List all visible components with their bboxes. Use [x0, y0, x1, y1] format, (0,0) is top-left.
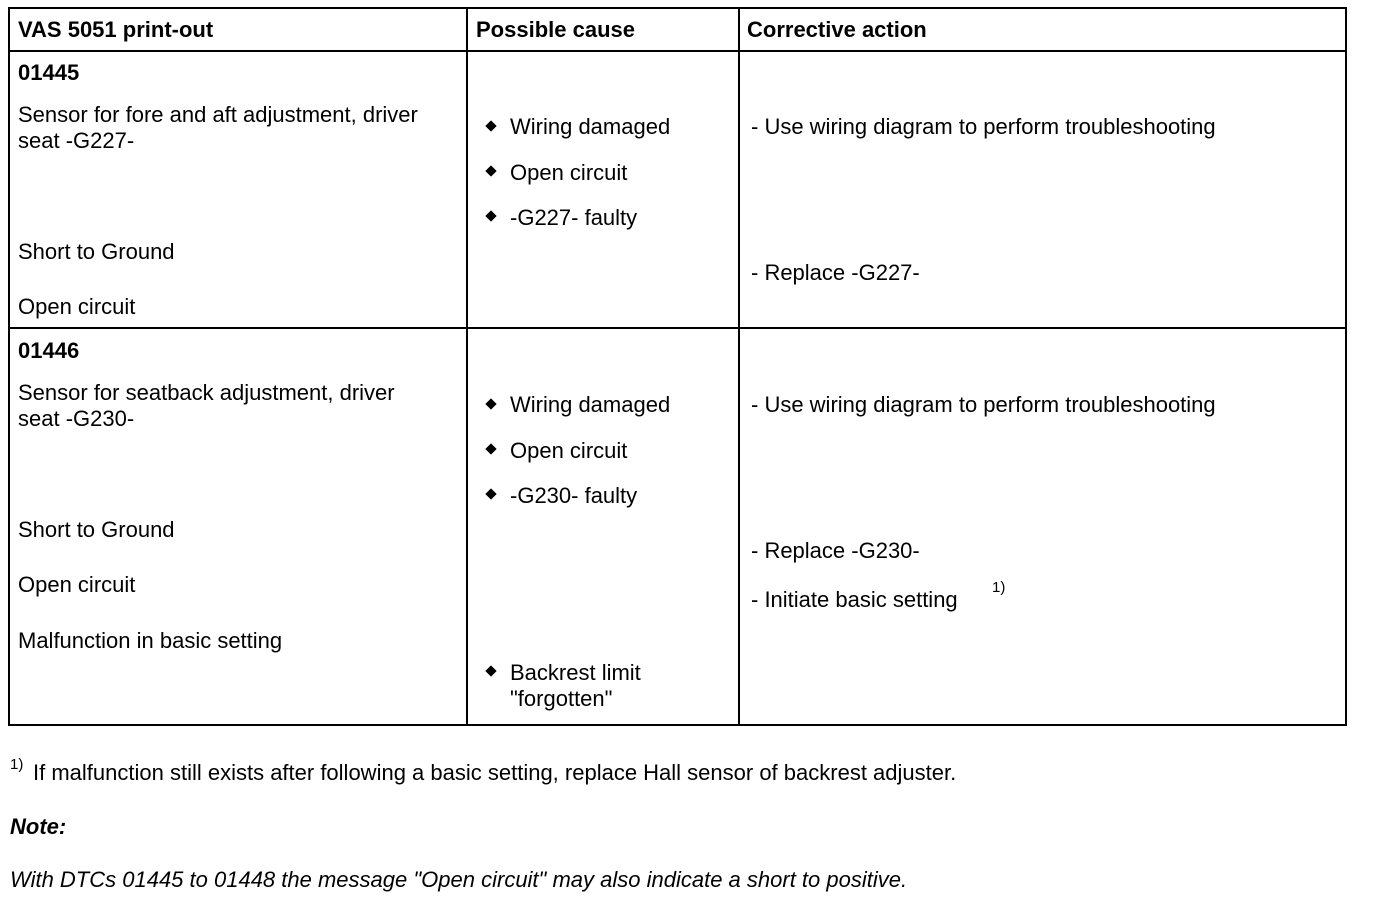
fault-message: Open circuit — [18, 294, 136, 319]
action-item: - Initiate basic setting — [751, 587, 958, 612]
cause-item: -G230- faulty — [510, 483, 638, 508]
header-divider — [8, 50, 1347, 52]
fault-message: Malfunction in basic setting — [18, 628, 283, 653]
cause-item-line2: "forgotten" — [510, 686, 613, 711]
table-border-top — [8, 7, 1347, 9]
dtc-code: 01445 — [18, 60, 80, 85]
action-item: - Replace -G230- — [751, 538, 920, 563]
header-printout: VAS 5051 print-out — [18, 17, 214, 42]
bullet-icon — [485, 665, 496, 676]
component-name-line1: Sensor for seatback adjustment, driver — [18, 380, 395, 405]
bullet-icon — [485, 165, 496, 176]
bullet-icon — [485, 398, 496, 409]
cause-item: -G227- faulty — [510, 205, 638, 230]
bullet-icon — [485, 443, 496, 454]
cause-item: Wiring damaged — [510, 392, 671, 417]
action-item: - Use wiring diagram to perform troubleshooting — [751, 392, 1216, 417]
cause-item: Open circuit — [510, 438, 628, 463]
bullet-icon — [485, 488, 496, 499]
bullet-icon — [485, 210, 496, 221]
cause-item-line1: Backrest limit — [510, 660, 641, 685]
fault-message: Short to Ground — [18, 517, 175, 542]
cause-item: Wiring damaged — [510, 114, 671, 139]
component-name-line2: seat -G230- — [18, 406, 135, 431]
component-name-line2: seat -G227- — [18, 128, 135, 153]
footnote-marker: 1) — [10, 756, 24, 773]
row-divider — [8, 327, 1347, 329]
note-label: Note: — [10, 814, 67, 839]
component-name-line1: Sensor for fore and aft adjustment, driver — [18, 102, 418, 127]
fault-message: Short to Ground — [18, 239, 175, 264]
header-cause: Possible cause — [476, 17, 635, 42]
table-border-bottom — [8, 724, 1347, 726]
cause-item: Open circuit — [510, 160, 628, 185]
footnote-text: If malfunction still exists after following a basic setting, replace Hall sensor of backrest adjuster. — [33, 760, 957, 785]
action-item: - Replace -G227- — [751, 260, 920, 285]
note-text: With DTCs 01445 to 01448 the message "Open circuit" may also indicate a short to positive. — [10, 867, 908, 892]
column-divider-2 — [738, 7, 740, 726]
table-border-right — [1345, 7, 1347, 726]
fault-message: Open circuit — [18, 572, 136, 597]
header-action: Corrective action — [747, 17, 927, 42]
footnote-ref: 1) — [992, 579, 1006, 596]
dtc-code: 01446 — [18, 338, 80, 363]
table-border-left — [8, 7, 10, 726]
bullet-icon — [485, 120, 496, 131]
action-item: - Use wiring diagram to perform troubleshooting — [751, 114, 1216, 139]
column-divider-1 — [466, 7, 468, 726]
